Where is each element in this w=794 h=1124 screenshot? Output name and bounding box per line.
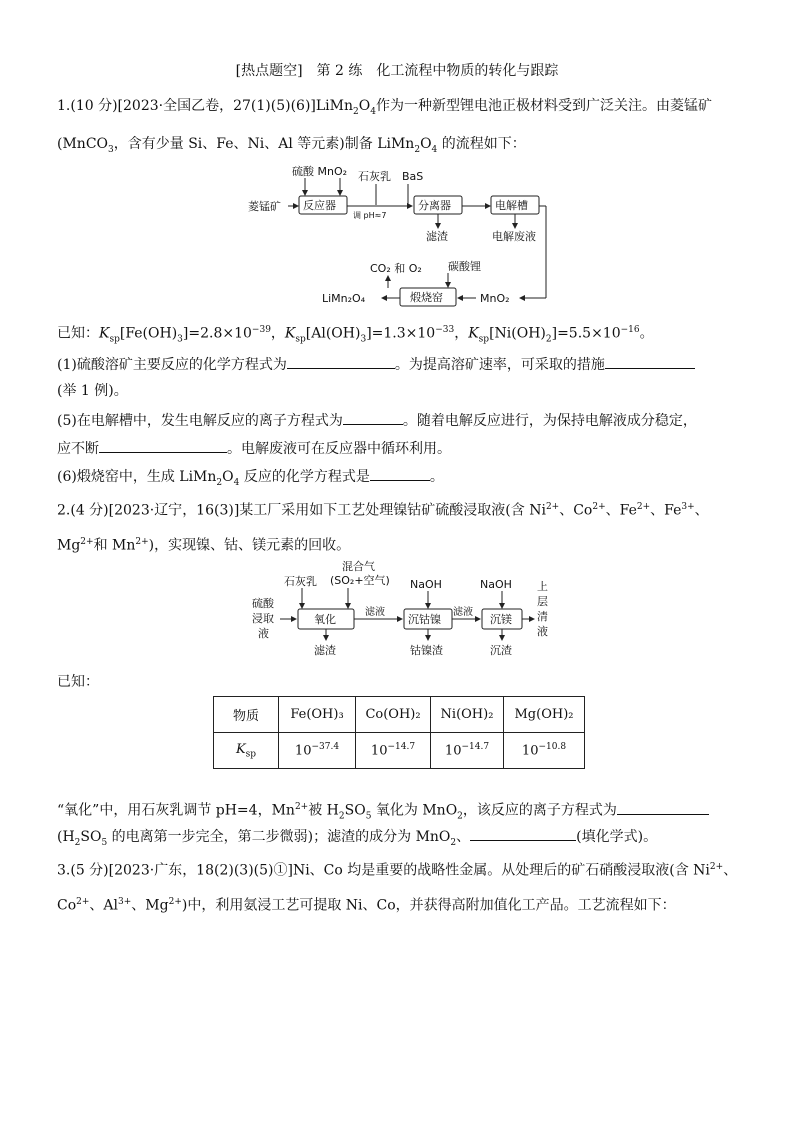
q1-score: (10 分)[2023· [70,98,164,114]
q1-sub5-a: (5)在电解槽中，发生电解反应的离子方程式为 [57,413,343,429]
q2-q-j: (填化学式)。 [576,829,658,845]
ksp-symbol: K [235,741,246,757]
q2-ref: ，16(3)]某工厂采用如下工艺处理镍钴矿硫酸浸取液(含 Ni [182,502,546,519]
table-cell: $10^{-14.7}$ [431,733,504,769]
q1-known: 已知：$K_{sp}[Fe(OH)_3]=2.8\times 10^{-39}$，$K_{sp}[Al(OH)_3]=1.3\times 10^{-33}$，$K_{sp}[Ni(OH)_2]=5.5\times 10^{-16}$。 [57,325,654,345]
li-carbonate-label: 碳酸锂 [448,260,481,273]
q2-exam: 辽宁 [154,502,183,519]
ksp-al: [Al(OH) [305,325,361,342]
reactor-reagents: 硫酸 MnO₂ [292,165,348,178]
q3-ref: ，18(2)(3)(5)①]Ni、Co 均是重要的战略性金属。从处理后的矿石硝酸浸取液(含 Ni [182,862,710,879]
q1-impurities: ，含有少量 Si、Fe、Ni、Al 等元素)制备 [113,136,378,152]
q2-fe3: 、Fe [650,502,682,519]
answer-blank[interactable] [287,354,395,369]
table-header: Fe(OH)₃ [279,697,356,733]
q1-ref: ，27(1)(5)(6)] [219,98,316,114]
mixgas-label: 混合气 [342,560,375,573]
q2-co: 、Co [559,502,593,519]
q2-q-e: ，该反应的离子方程式为 [462,802,617,819]
ion-charge: 2+ [592,502,606,512]
table-header: Co(OH)₂ [356,697,431,733]
lime-label: 石灰乳 [358,170,391,183]
q2-question-cont: ($H_2SO_5$ 的电离第一步完全，第二步微弱)；滤渣的成分为 MnO$_2$、 (填化学式)。 [57,826,657,852]
q2-q-c: SO [344,802,366,819]
q3-mg: 、Mg [131,897,169,914]
precip-coni-label: 沉钴镍 [408,613,441,626]
ksp-al-val: ]=1.3×10 [366,325,436,342]
q1-sub1-b: 。为提高溶矿速率，可采取的措施 [394,357,605,373]
oxidize-label: 氧化 [314,613,336,626]
leach-label-2: 浸取 [252,612,274,625]
table-header: 物质 [214,697,279,733]
mno2-label: MnO₂ [480,292,510,305]
table-header: Ni(OH)₂ [431,697,504,733]
answer-blank[interactable] [343,410,403,425]
answer-blank[interactable] [370,466,430,481]
q1-sub5 [57,410,697,430]
ksp-ni: [Ni(OH) [489,325,546,342]
q1-sub5-c: 应不断 [57,441,99,457]
q1-mnco3: (MnCO [57,136,109,152]
q2-goal: )，实现镍、钴、镁元素的回收。 [148,537,351,554]
coni-residue-label: 钴镍渣 [410,644,443,657]
ion-charge: 2+ [545,502,560,512]
known-label: 已知： [57,325,99,342]
q2-q-f: (H [57,829,75,845]
q1-flow-intro: 的流程如下： [437,136,526,152]
q2-q-h: 的电离第一步完全，第二步微弱)；滤渣的成分为 MnO [107,829,451,845]
q3-number: 3. [57,862,71,879]
q3-al: 、Al [89,897,119,914]
bas-label: BaS [402,170,424,183]
ksp-ni-val: ]=5.5×10 [551,325,621,342]
precip-mg-label: 沉镁 [490,613,512,626]
q2-score: (4 分)[2023· [70,502,155,519]
q1-sub6-b: 反应的化学方程式是 [239,469,370,485]
ksp-table [213,696,585,769]
ion-charge: 3+ [681,502,695,512]
q1-line2: (MnCO$_3$，含有少量 Si、Fe、Ni、Al 等元素)制备 $LiMn_2O_4$ 的流程如下： [57,136,526,155]
q2-known: 已知： [57,674,99,690]
q1-line1: 1.(10 分)[2023·全国乙卷，$27(1)(5)(6)]LiMn_2O_4$作为一种新型锂电池正极材料受到广泛关注。由菱锰矿 [57,98,712,117]
upper-label-4: 液 [537,625,548,638]
answer-blank[interactable] [617,800,709,815]
q3-co: Co [57,897,77,914]
q2-q-a: “氧化”中，用石灰乳调节 pH=4，Mn [57,802,295,819]
reactor-label: 反应器 [303,199,336,212]
naoh-1-label: NaOH [410,578,442,591]
q1-intro: 作为一种新型锂电池正极材料受到广泛关注。由菱锰矿 [375,98,712,114]
q2-line1: 2.(4 分)[2023·辽宁，16(3)]某工厂采用如下工艺处理镍钴矿硫酸浸取液(含 $Ni^{2+}$、$Co^{2+}$、$Fe^{2+}$、$Fe^{3+}$、 [57,502,709,519]
leach-label-3: 液 [258,627,269,640]
electrolyzer-label: 电解槽 [495,199,528,212]
mg-residue-label: 沉渣 [490,644,512,657]
q1-sub6: (6)煅烧窑中，生成 $LiMn_2O_4$ 反应的化学方程式是 。 [57,466,444,492]
q2-q-b: 被 H [308,802,339,819]
table-cell: $10^{-10.8}$ [504,733,585,769]
q3-intro: )中，利用氨浸工艺可提取 Ni、Co，并获得高附加值化工产品。工艺流程如下： [181,897,676,914]
q3-line1: 3.(5 分)[2023·广东，18(2)(3)(5)①]Ni、Co 均是重要的战略性金属。从处理后的矿石硝酸浸取液(含 $Ni^{2+}$、 [57,862,738,879]
q2-residue-label: 滤渣 [314,644,336,657]
upper-label-2: 层 [537,595,548,608]
waste-liquid-label: 电解废液 [492,230,536,243]
q1-number: 1. [57,98,71,114]
ion-charge: 2+ [636,502,651,512]
ksp-al-exp: −33 [435,325,455,335]
q2-fe: 、Fe [605,502,637,519]
q2-mg: Mg [57,537,81,554]
q2-mn: 和 Mn [93,537,136,554]
upper-label-3: 清 [537,610,548,623]
q1-exam: 全国乙卷 [163,98,220,114]
q1-sub5-cont [57,438,451,458]
product-label: LiMn₂O₄ [322,292,366,305]
q2-flowchart [250,560,560,665]
ksp-subscript: sp [245,749,257,760]
q3-score: (5 分)[2023· [70,862,155,879]
q1-flowchart [240,160,560,310]
table-header: Mg(OH)₂ [504,697,585,733]
q3-line2: $Co^{2+}$、$Al^{3+}$、$Mg^{2+}$)中，利用氨浸工艺可提取 Ni、Co，并获得高附加值化工产品。工艺流程如下： [57,897,676,914]
table-row [214,733,585,769]
q2-q-i: 、 [456,829,471,845]
lime-label-2: 石灰乳 [284,575,317,588]
residue-label: 滤渣 [426,230,448,243]
q2-q-g: SO [80,829,102,845]
filtrate-1-label: 滤液 [365,607,385,618]
ksp-fe-exp: −39 [251,325,271,335]
ph-label: 调 pH≈7 [353,211,387,220]
answer-blank[interactable] [99,438,227,453]
kiln-label: 煅烧窑 [410,291,443,304]
answer-blank[interactable] [605,354,695,369]
gas-out-label: CO₂ 和 O₂ [370,262,422,275]
q2-question: “氧化”中，用石灰乳调节 pH=4，$Mn^{2+}$被 $H_2SO_5$ 氧化为 MnO$_2$，该反应的离子方程式为 [57,798,709,825]
ksp-ni-exp: −16 [620,325,640,335]
ksp-fe-val: ]=2.8×10 [182,325,252,342]
filtrate-2-label: 滤液 [453,607,473,618]
upper-label-1: 上 [537,580,548,593]
table-row [214,697,585,733]
table-cell: $10^{-37.4}$ [279,733,356,769]
q1-sub1-a: (1)硫酸溶矿主要反应的化学方程式为 [57,357,287,373]
q2-number: 2. [57,502,71,519]
q1-sub1 [57,354,695,374]
q1-sub1-c: (举 1 例)。 [57,383,128,399]
q1-sub6-c: 。 [429,469,444,485]
q3-exam: 广东 [154,862,183,879]
table-cell [214,733,279,769]
q2-line2: $Mg^{2+}$和 $Mn^{2+}$)，实现镍、钴、镁元素的回收。 [57,537,351,554]
separator-label: 分离器 [418,199,451,212]
q1-sub5-b: 。随着电解反应进行，为保持电解液成分稳定， [402,413,697,429]
page-title: [热点题空] 第 2 练 化工流程中物质的转化与跟踪 [235,63,559,79]
naoh-2-label: NaOH [480,578,512,591]
mixgas-detail: (SO₂+空气) [330,574,390,587]
q1-sub6-a: (6)煅烧窑中，生成 [57,469,180,485]
table-cell: $10^{-14.7}$ [356,733,431,769]
answer-blank[interactable] [470,826,576,841]
ksp-fe: [Fe(OH) [119,325,178,342]
leach-label-1: 硫酸 [252,597,274,610]
q1-sub5-d: 。电解废液可在反应器中循环利用。 [227,441,451,457]
q2-q-d: 氧化为 MnO [371,802,458,819]
raw-ore: 菱锰矿 [248,200,281,213]
